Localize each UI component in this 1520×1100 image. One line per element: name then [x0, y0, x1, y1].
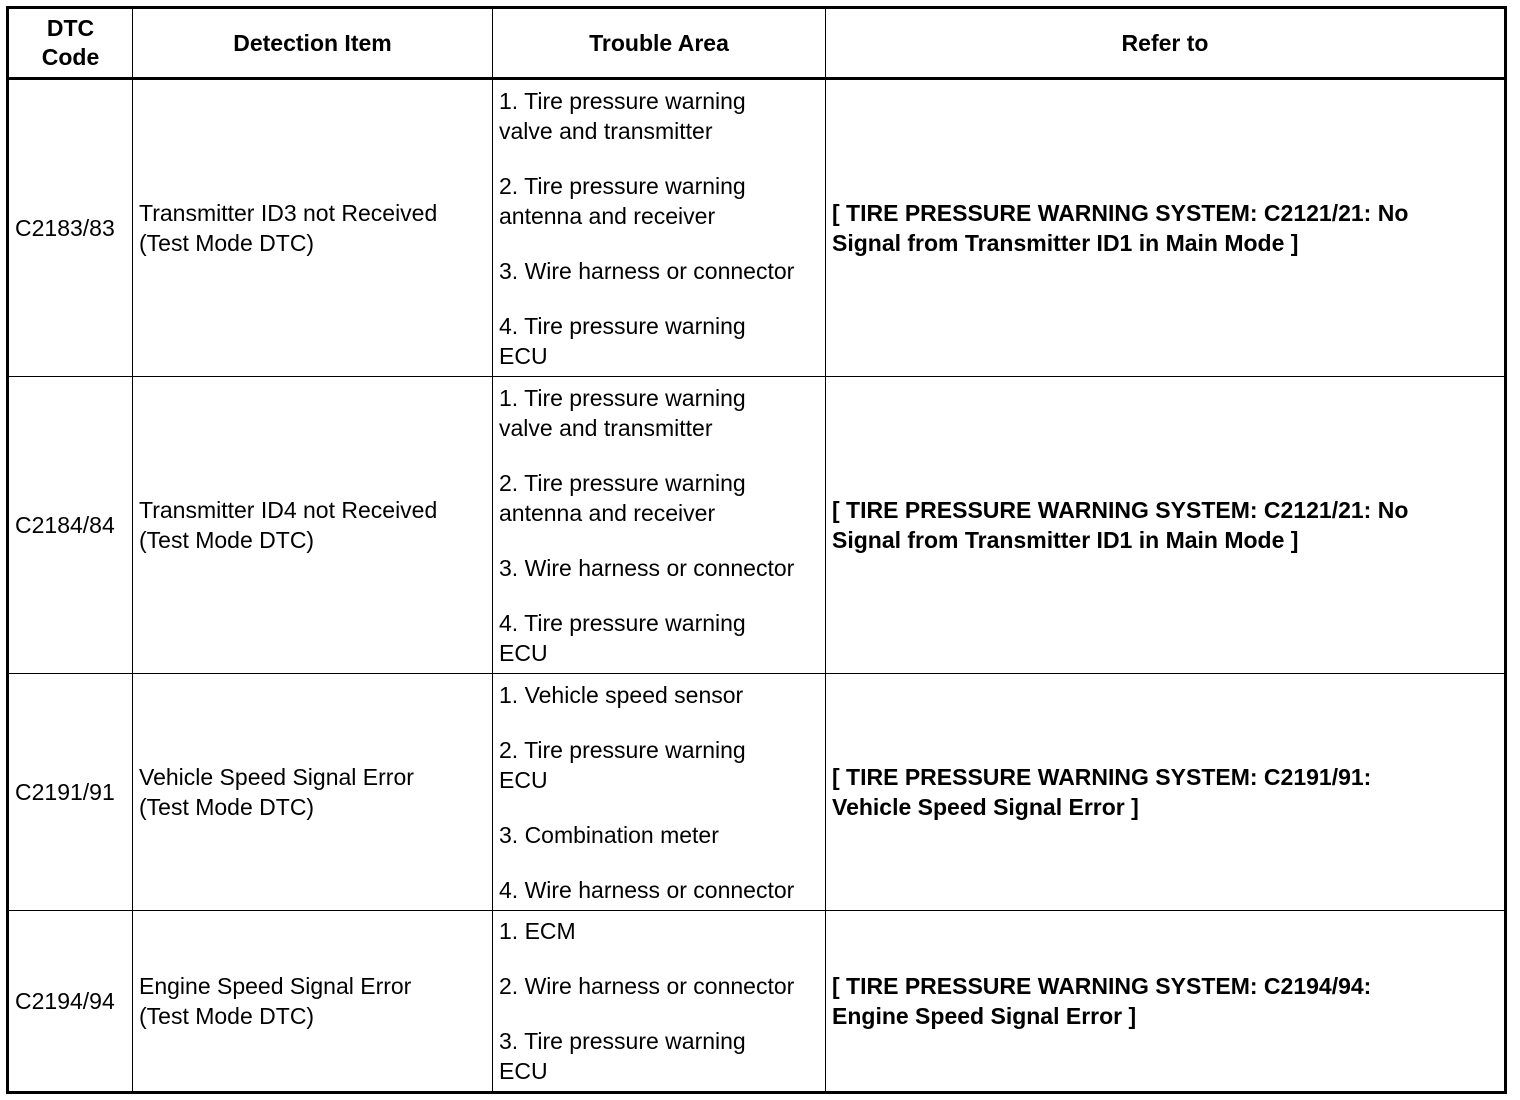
- detection-item-cell: Engine Speed Signal Error (Test Mode DTC): [133, 911, 493, 1093]
- trouble-area-item: 2. Wire harness or connector: [499, 973, 795, 999]
- refer-to-link[interactable]: [ TIRE PRESSURE WARNING SYSTEM: C2121/21: No Signal from Transmitter ID1 in Main Mode ]: [826, 79, 1506, 377]
- table-row: [8, 911, 1506, 1093]
- trouble-area-item: 3. Wire harness or connector: [499, 257, 795, 284]
- trouble-area-cell: [493, 674, 826, 911]
- header-dtc-code: DTC Code: [8, 8, 133, 79]
- trouble-area-item: 2. Tire pressure warning antenna and receiver: [499, 172, 746, 229]
- detection-item-cell: Transmitter ID4 not Received (Test Mode DTC): [133, 377, 493, 674]
- trouble-area-item: 2. Tire pressure warning ECU: [499, 736, 746, 793]
- trouble-area-item: 3. Wire harness or connector: [499, 554, 795, 581]
- table-row: [8, 674, 1506, 911]
- dtc-code-cell: C2194/94: [8, 911, 133, 1093]
- header-refer-to: Refer to: [826, 8, 1506, 79]
- refer-to-link[interactable]: [ TIRE PRESSURE WARNING SYSTEM: C2191/91: Vehicle Speed Signal Error ]: [826, 674, 1506, 911]
- trouble-area-item: 3. Combination meter: [499, 821, 719, 848]
- dtc-code-cell: C2184/84: [8, 377, 133, 674]
- trouble-area-cell: [493, 377, 826, 674]
- header-trouble-area: Trouble Area: [493, 8, 826, 79]
- detection-item-cell: Transmitter ID3 not Received (Test Mode DTC): [133, 79, 493, 377]
- trouble-area-cell: [493, 79, 826, 377]
- refer-to-link[interactable]: [ TIRE PRESSURE WARNING SYSTEM: C2194/94: Engine Speed Signal Error ]: [826, 911, 1506, 1093]
- trouble-area-item: 2. Tire pressure warning antenna and receiver: [499, 469, 746, 526]
- trouble-area-item: 1. Tire pressure warning valve and transmitter: [499, 384, 746, 441]
- trouble-area-item: 1. Vehicle speed sensor: [499, 681, 744, 708]
- dtc-code-cell: C2191/91: [8, 674, 133, 911]
- dtc-table: [6, 6, 1507, 1094]
- trouble-area-item: 4. Tire pressure warning ECU: [499, 609, 746, 666]
- trouble-area-item: 1. ECM: [499, 918, 576, 944]
- trouble-area-item: 3. Tire pressure warning ECU: [499, 1028, 746, 1084]
- detection-item-cell: Vehicle Speed Signal Error (Test Mode DTC): [133, 674, 493, 911]
- table-header-row: [8, 8, 1506, 79]
- table-row: [8, 79, 1506, 377]
- trouble-area-item: 4. Wire harness or connector: [499, 876, 795, 903]
- trouble-area-item: 1. Tire pressure warning valve and transmitter: [499, 87, 746, 144]
- trouble-area-item: 4. Tire pressure warning ECU: [499, 312, 746, 369]
- table-row: [8, 377, 1506, 674]
- refer-to-link[interactable]: [ TIRE PRESSURE WARNING SYSTEM: C2121/21: No Signal from Transmitter ID1 in Main Mode ]: [826, 377, 1506, 674]
- trouble-area-cell: [493, 911, 826, 1093]
- header-detection-item: Detection Item: [133, 8, 493, 79]
- dtc-code-cell: C2183/83: [8, 79, 133, 377]
